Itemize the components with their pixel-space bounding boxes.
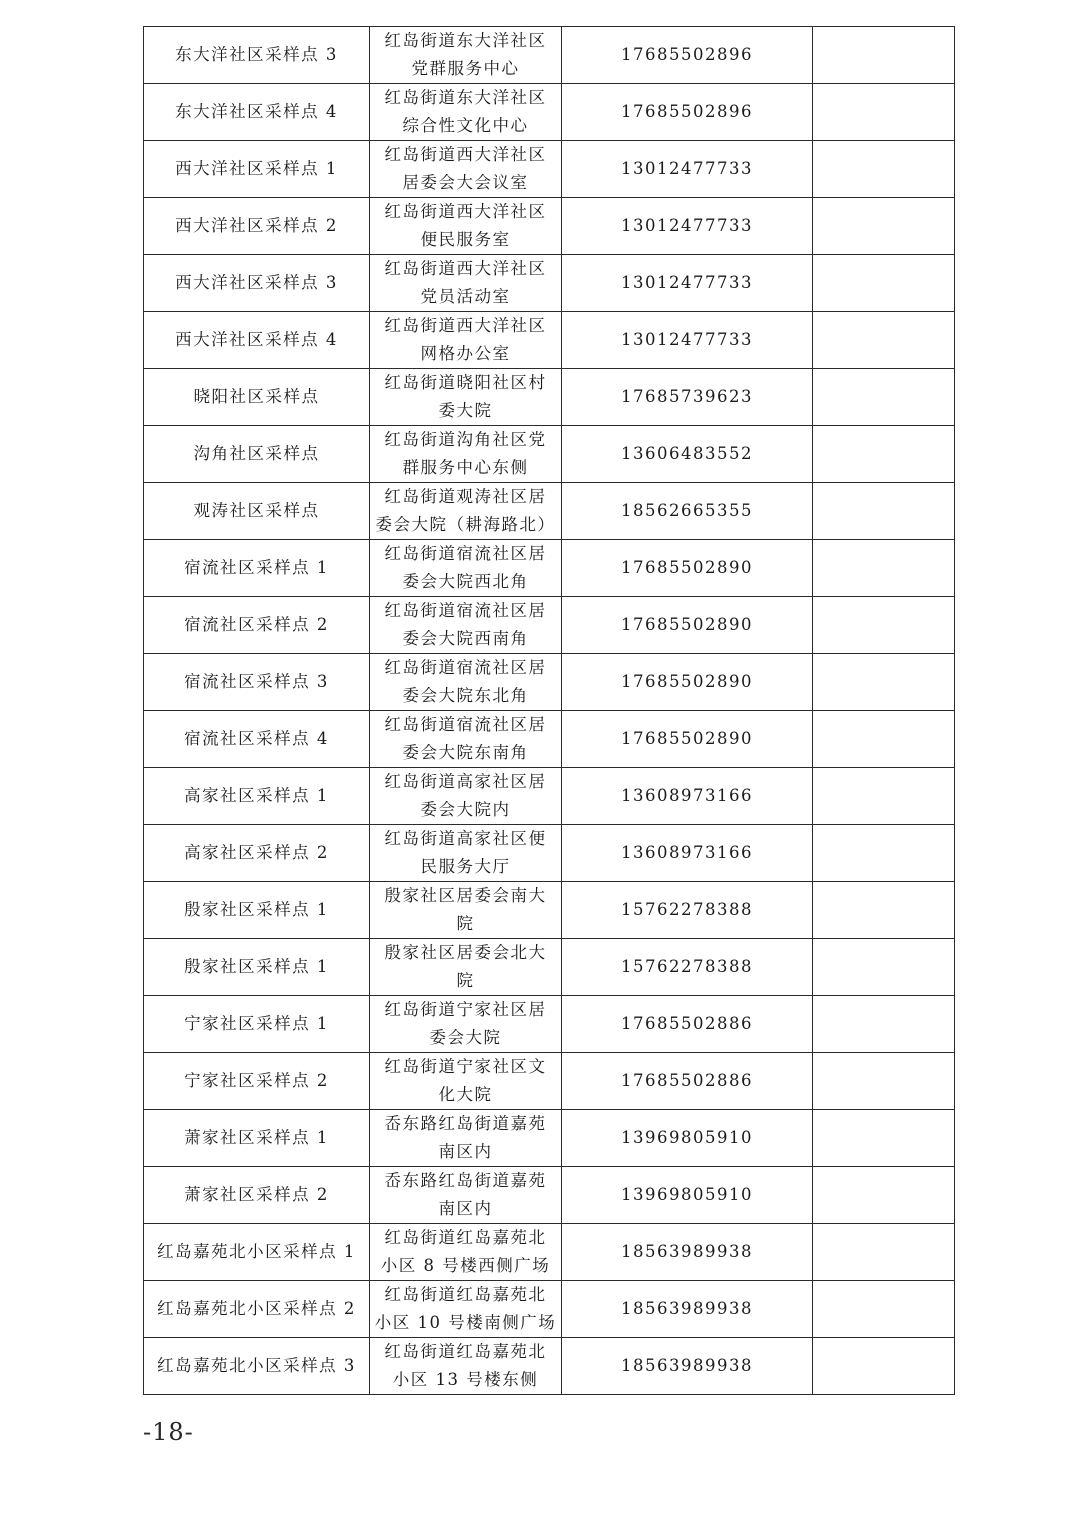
contact-phone-cell: 17685502890 xyxy=(562,654,813,711)
address-line: 委会大院东北角 xyxy=(402,686,529,705)
address-line: 委会大院西南角 xyxy=(402,629,529,648)
address-line: 委会大院（耕海路北） xyxy=(375,515,556,534)
site-name-cell: 高家社区采样点 1 xyxy=(144,768,370,825)
table-row xyxy=(144,483,955,540)
site-address-cell xyxy=(370,426,562,483)
contact-phone-cell: 17685502890 xyxy=(562,540,813,597)
address-line: 红岛街道宿流社区居 xyxy=(384,715,547,734)
address-line: 殷家社区居委会南大 xyxy=(384,886,547,905)
contact-phone-cell: 13608973166 xyxy=(562,825,813,882)
site-name-cell: 红岛嘉苑北小区采样点 3 xyxy=(144,1338,370,1395)
site-address-cell xyxy=(370,312,562,369)
address-line: 红岛街道红岛嘉苑北 xyxy=(384,1342,547,1361)
address-line: 红岛街道观涛社区居 xyxy=(384,487,547,506)
table-row xyxy=(144,825,955,882)
address-line: 小区 10 号楼南侧广场 xyxy=(374,1313,557,1332)
site-name-cell: 观涛社区采样点 xyxy=(144,483,370,540)
remarks-cell xyxy=(813,141,955,198)
address-line: 委会大院东南角 xyxy=(402,743,529,762)
remarks-cell xyxy=(813,597,955,654)
table-row xyxy=(144,1053,955,1110)
address-line: 红岛街道宿流社区居 xyxy=(384,658,547,677)
address-line: 院 xyxy=(456,971,475,990)
site-address-cell xyxy=(370,825,562,882)
site-address-cell xyxy=(370,939,562,996)
site-address-cell xyxy=(370,84,562,141)
remarks-cell xyxy=(813,540,955,597)
site-name-cell: 西大洋社区采样点 4 xyxy=(144,312,370,369)
address-line: 岙东路红岛街道嘉苑 xyxy=(384,1171,547,1190)
address-line: 综合性文化中心 xyxy=(402,116,529,135)
address-line: 南区内 xyxy=(438,1142,493,1161)
site-name-cell: 高家社区采样点 2 xyxy=(144,825,370,882)
address-line: 殷家社区居委会北大 xyxy=(384,943,547,962)
remarks-cell xyxy=(813,1281,955,1338)
table-row xyxy=(144,768,955,825)
remarks-cell xyxy=(813,1338,955,1395)
site-name-cell: 红岛嘉苑北小区采样点 1 xyxy=(144,1224,370,1281)
table-row xyxy=(144,1224,955,1281)
address-line: 红岛街道西大洋社区 xyxy=(384,145,547,164)
address-line: 小区 8 号楼西侧广场 xyxy=(380,1256,551,1275)
table-row xyxy=(144,27,955,84)
site-address-cell xyxy=(370,1053,562,1110)
site-name-cell: 宁家社区采样点 2 xyxy=(144,1053,370,1110)
table-row xyxy=(144,1281,955,1338)
contact-phone-cell: 17685502890 xyxy=(562,597,813,654)
remarks-cell xyxy=(813,369,955,426)
remarks-cell xyxy=(813,768,955,825)
remarks-cell xyxy=(813,711,955,768)
remarks-cell xyxy=(813,198,955,255)
contact-phone-cell: 13012477733 xyxy=(562,255,813,312)
address-line: 委会大院内 xyxy=(420,800,511,819)
site-name-cell: 晓阳社区采样点 xyxy=(144,369,370,426)
remarks-cell xyxy=(813,939,955,996)
address-line: 居委会大会议室 xyxy=(402,173,529,192)
site-address-cell xyxy=(370,654,562,711)
site-name-cell: 宿流社区采样点 2 xyxy=(144,597,370,654)
table-row xyxy=(144,1167,955,1224)
address-line: 化大院 xyxy=(438,1085,493,1104)
address-line: 红岛街道高家社区便 xyxy=(384,829,547,848)
table-row xyxy=(144,597,955,654)
table-row xyxy=(144,1338,955,1395)
site-address-cell xyxy=(370,996,562,1053)
remarks-cell xyxy=(813,1110,955,1167)
remarks-cell xyxy=(813,84,955,141)
remarks-cell xyxy=(813,1053,955,1110)
address-line: 民服务大厅 xyxy=(420,857,511,876)
site-address-cell xyxy=(370,27,562,84)
address-line: 党员活动室 xyxy=(420,287,511,306)
address-line: 红岛街道东大洋社区 xyxy=(384,31,547,50)
contact-phone-cell: 17685502896 xyxy=(562,84,813,141)
address-line: 红岛街道宿流社区居 xyxy=(384,544,547,563)
contact-phone-cell: 17685502886 xyxy=(562,1053,813,1110)
address-line: 岙东路红岛街道嘉苑 xyxy=(384,1114,547,1133)
contact-phone-cell: 15762278388 xyxy=(562,939,813,996)
site-name-cell: 宿流社区采样点 3 xyxy=(144,654,370,711)
remarks-cell xyxy=(813,996,955,1053)
address-line: 南区内 xyxy=(438,1199,493,1218)
site-address-cell xyxy=(370,483,562,540)
site-address-cell xyxy=(370,882,562,939)
contact-phone-cell: 17685502890 xyxy=(562,711,813,768)
remarks-cell xyxy=(813,426,955,483)
remarks-cell xyxy=(813,255,955,312)
page-number: -18- xyxy=(143,1418,194,1446)
table-body xyxy=(144,27,955,1395)
contact-phone-cell: 13969805910 xyxy=(562,1110,813,1167)
site-name-cell: 殷家社区采样点 1 xyxy=(144,939,370,996)
table-row xyxy=(144,996,955,1053)
site-name-cell: 西大洋社区采样点 3 xyxy=(144,255,370,312)
contact-phone-cell: 18562665355 xyxy=(562,483,813,540)
remarks-cell xyxy=(813,654,955,711)
site-name-cell: 西大洋社区采样点 2 xyxy=(144,198,370,255)
remarks-cell xyxy=(813,27,955,84)
address-line: 群服务中心东侧 xyxy=(402,458,529,477)
remarks-cell xyxy=(813,483,955,540)
contact-phone-cell: 17685502896 xyxy=(562,27,813,84)
site-address-cell xyxy=(370,711,562,768)
address-line: 红岛街道宁家社区文 xyxy=(384,1057,547,1076)
site-name-cell: 沟角社区采样点 xyxy=(144,426,370,483)
address-line: 党群服务中心 xyxy=(411,59,520,78)
address-line: 红岛街道宿流社区居 xyxy=(384,601,547,620)
site-address-cell xyxy=(370,198,562,255)
address-line: 便民服务室 xyxy=(420,230,511,249)
table-row xyxy=(144,198,955,255)
site-address-cell xyxy=(370,369,562,426)
table-row xyxy=(144,939,955,996)
contact-phone-cell: 17685739623 xyxy=(562,369,813,426)
remarks-cell xyxy=(813,882,955,939)
site-address-cell xyxy=(370,255,562,312)
table-row xyxy=(144,426,955,483)
site-name-cell: 红岛嘉苑北小区采样点 2 xyxy=(144,1281,370,1338)
contact-phone-cell: 13012477733 xyxy=(562,141,813,198)
address-line: 红岛街道宁家社区居 xyxy=(384,1000,547,1019)
table-row xyxy=(144,369,955,426)
table-row xyxy=(144,882,955,939)
address-line: 红岛街道晓阳社区村 xyxy=(384,373,547,392)
address-line: 红岛街道西大洋社区 xyxy=(384,202,547,221)
table-row xyxy=(144,540,955,597)
table-row xyxy=(144,654,955,711)
site-address-cell xyxy=(370,768,562,825)
site-address-cell xyxy=(370,1224,562,1281)
remarks-cell xyxy=(813,825,955,882)
contact-phone-cell: 15762278388 xyxy=(562,882,813,939)
site-address-cell xyxy=(370,1167,562,1224)
table-row xyxy=(144,255,955,312)
address-line: 红岛街道红岛嘉苑北 xyxy=(384,1285,547,1304)
site-address-cell xyxy=(370,597,562,654)
contact-phone-cell: 13969805910 xyxy=(562,1167,813,1224)
address-line: 委会大院 xyxy=(429,1028,502,1047)
site-address-cell xyxy=(370,1110,562,1167)
remarks-cell xyxy=(813,1167,955,1224)
site-address-cell xyxy=(370,1281,562,1338)
address-line: 红岛街道西大洋社区 xyxy=(384,259,547,278)
address-line: 红岛街道西大洋社区 xyxy=(384,316,547,335)
site-address-cell xyxy=(370,540,562,597)
address-line: 红岛街道沟角社区党 xyxy=(384,430,547,449)
site-name-cell: 宿流社区采样点 4 xyxy=(144,711,370,768)
address-line: 红岛街道东大洋社区 xyxy=(384,88,547,107)
contact-phone-cell: 13012477733 xyxy=(562,312,813,369)
address-line: 委会大院西北角 xyxy=(402,572,529,591)
contact-phone-cell: 18563989938 xyxy=(562,1338,813,1395)
site-address-cell xyxy=(370,141,562,198)
site-name-cell: 殷家社区采样点 1 xyxy=(144,882,370,939)
address-line: 红岛街道红岛嘉苑北 xyxy=(384,1228,547,1247)
remarks-cell xyxy=(813,1224,955,1281)
address-line: 院 xyxy=(456,914,475,933)
contact-phone-cell: 17685502886 xyxy=(562,996,813,1053)
site-name-cell: 宿流社区采样点 1 xyxy=(144,540,370,597)
site-name-cell: 西大洋社区采样点 1 xyxy=(144,141,370,198)
site-name-cell: 萧家社区采样点 1 xyxy=(144,1110,370,1167)
address-line: 委大院 xyxy=(438,401,493,420)
site-name-cell: 东大洋社区采样点 3 xyxy=(144,27,370,84)
table-row xyxy=(144,84,955,141)
contact-phone-cell: 13012477733 xyxy=(562,198,813,255)
table-row xyxy=(144,141,955,198)
address-line: 红岛街道高家社区居 xyxy=(384,772,547,791)
site-name-cell: 萧家社区采样点 2 xyxy=(144,1167,370,1224)
contact-phone-cell: 13608973166 xyxy=(562,768,813,825)
address-line: 网格办公室 xyxy=(420,344,511,363)
table-row xyxy=(144,711,955,768)
sampling-sites-table xyxy=(143,26,955,1395)
site-name-cell: 宁家社区采样点 1 xyxy=(144,996,370,1053)
site-address-cell xyxy=(370,1338,562,1395)
contact-phone-cell: 18563989938 xyxy=(562,1224,813,1281)
contact-phone-cell: 13606483552 xyxy=(562,426,813,483)
table-row xyxy=(144,1110,955,1167)
address-line: 小区 13 号楼东侧 xyxy=(392,1370,539,1389)
remarks-cell xyxy=(813,312,955,369)
site-name-cell: 东大洋社区采样点 4 xyxy=(144,84,370,141)
contact-phone-cell: 18563989938 xyxy=(562,1281,813,1338)
table-row xyxy=(144,312,955,369)
